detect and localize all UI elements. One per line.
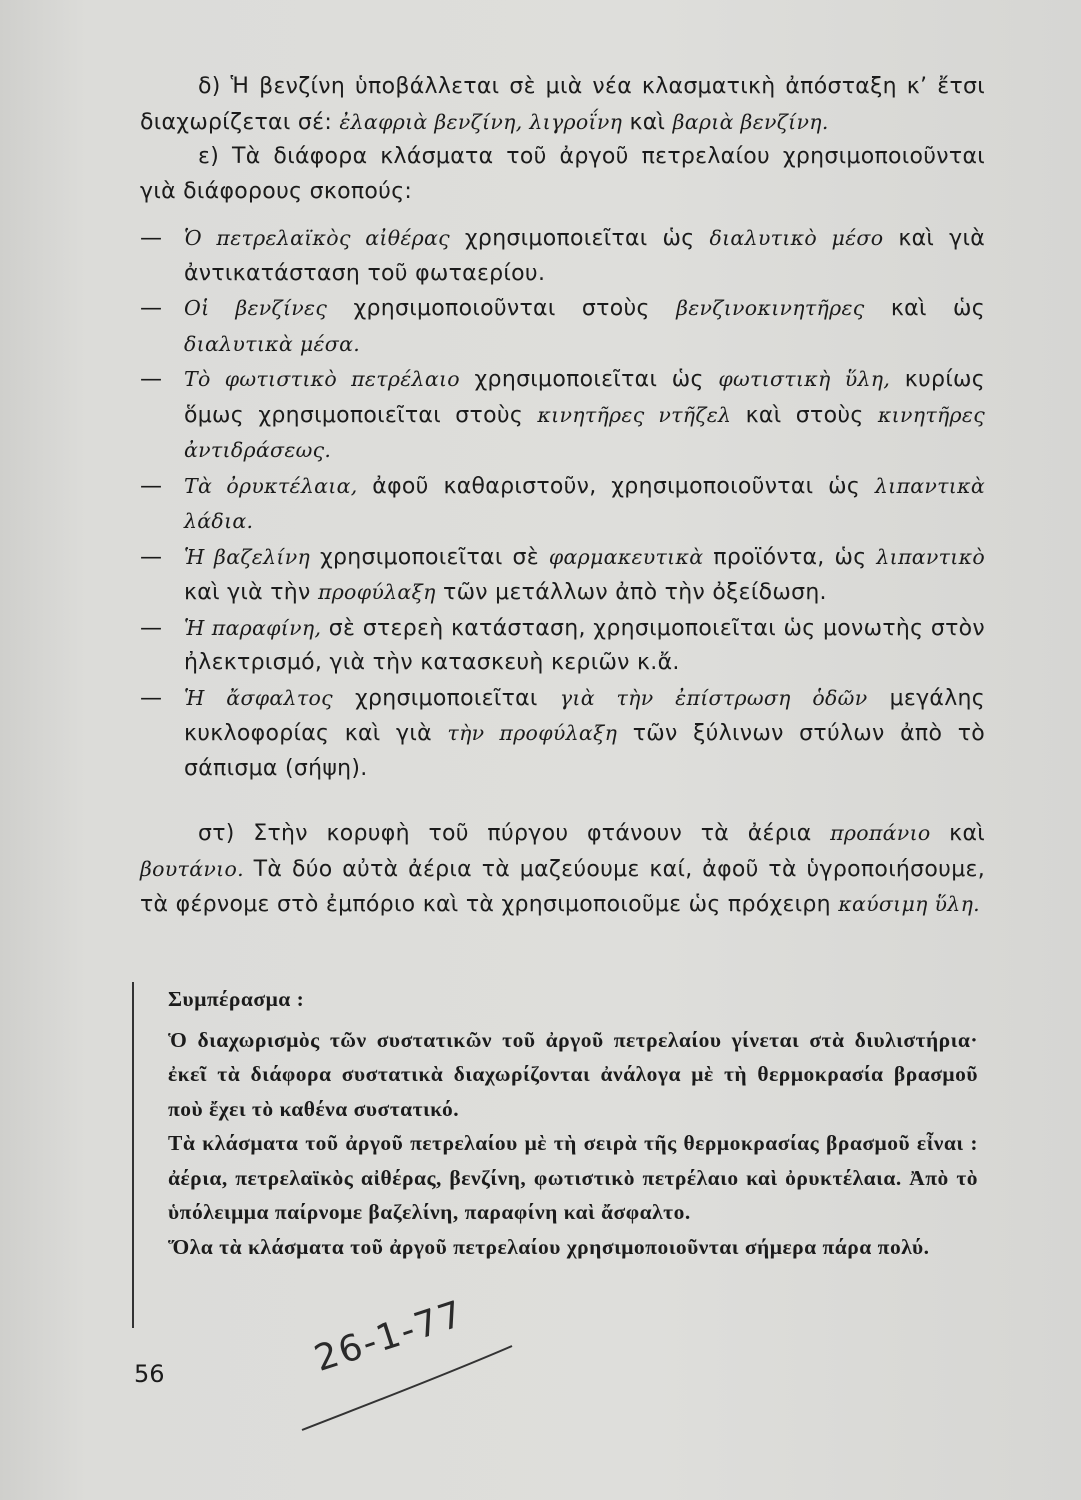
conclusion-paragraph: Ὅλα τὰ κλάσματα τοῦ ἀργοῦ πετρελαίου χρησιμοποιοῦνται σήμερα πάρα πολύ. bbox=[168, 1234, 930, 1259]
conclusion-paragraph: Ὁ διαχωρισμὸς τῶν συστατικῶν τοῦ ἀργοῦ πετρελαίου γίνεται στὰ διυλιστήρια· ἐκεῖ τὰ διάφορα συστατικὰ διαχωρίζονται ἀνάλογα μὲ τὴ θερμοκρασία βρασμοῦ ποὺ ἔχει τὸ καθένα συστατικό. bbox=[168, 1027, 978, 1121]
handwritten-date-text: 26-1-77 bbox=[309, 1293, 470, 1380]
list-item: — Ἡ ἄσφαλτος χρησιμοποιεῖται γιὰ τὴν ἐπίστρωση ὁδῶν μεγάλης κυκλοφορίας καὶ γιὰ τὴν προφύλαξη τῶν ξύλινων στύλων ἀπὸ τὸ σάπισμα (σήψη). bbox=[140, 685, 986, 781]
paragraph-d: δ) Ἡ βενζίνη ὑποβάλλεται σὲ μιὰ νέα κλασματικὴ ἀπόσταξη κ’ ἔτσι διαχωρίζεται σέ: ἐλαφριὰ βενζίνη, λιγροΐνη καὶ βαριὰ βενζίνη. bbox=[140, 74, 985, 135]
list-item: — Ὁ πετρελαϊκὸς αἰθέρας χρησιμοποιεῖται ὡς διαλυτικὸ μέσο καὶ γιὰ ἀντικατάσταση τοῦ φωταερίου. bbox=[140, 226, 985, 286]
page-number: 56 bbox=[134, 1360, 165, 1388]
list-item: — Οἱ βενζίνες χρησιμοποιοῦνται στοὺς βενζινοκινητῆρες καὶ ὡς διαλυτικὰ μέσα. bbox=[140, 296, 985, 356]
list-item: — Τὸ φωτιστικὸ πετρέλαιο χρησιμοποιεῖται ὡς φωτιστικὴ ὕλη, κυρίως ὅμως χρησιμοποιεῖται στοὺς κινητῆρες ντῆζελ καὶ στοὺς κινητῆρες ἀντιδράσεως. bbox=[140, 367, 985, 462]
uses-list bbox=[140, 221, 985, 786]
list-item: — Ἡ βαζελίνη χρησιμοποιεῖται σὲ φαρμακευτικὰ προϊόντα, ὡς λιπαντικὸ καὶ γιὰ τὴν προφύλαξη τῶν μετάλλων ἀπὸ τὴν ὀξείδωση. bbox=[140, 544, 986, 605]
paragraph-e: ε) Τὰ διάφορα κλάσματα τοῦ ἀργοῦ πετρελαίου χρησιμοποιοῦνται γιὰ διάφορους σκοπούς: bbox=[140, 144, 985, 204]
conclusion-box bbox=[132, 982, 978, 1328]
list-item: — Ἡ παραφίνη, σὲ στερεὴ κατάσταση, χρησιμοποιεῖται ὡς μονωτὴς στὸν ἠλεκτρισμό, γιὰ τὴν κατασκευὴ κεριῶν κ.ἄ. bbox=[140, 615, 985, 675]
handwritten-date bbox=[298, 1293, 538, 1440]
body-text bbox=[140, 70, 985, 923]
conclusion-heading: Συμπέρασμα : bbox=[168, 987, 305, 1011]
paragraph-st: στ) Στὴν κορυφὴ τοῦ πύργου φτάνουν τὰ ἀέρια προπάνιο καὶ βουτάνιο. Τὰ δύο αὐτὰ ἀέρια τὰ μαζεύουμε καί, ἀφοῦ τὰ ὑγροποιήσουμε, τὰ φέρνομε στὸ ἐμπόριο καὶ τὰ χρησιμοποιοῦμε ὡς πρόχειρη καύσιμη ὕλη. bbox=[140, 821, 985, 917]
list-item: — Τὰ ὀρυκτέλαια, ἀφοῦ καθαριστοῦν, χρησιμοποιοῦνται ὡς λιπαντικὰ λάδια. bbox=[140, 473, 985, 533]
conclusion-paragraph: Τὰ κλάσματα τοῦ ἀργοῦ πετρελαίου μὲ τὴ σειρὰ τῆς θερμοκρασίας βρασμοῦ εἶναι : ἀέρια, πετρελαϊκὸς αἰθέρας, βενζίνη, φωτιστικὸ πετρέλαιο καὶ ὀρυκτέλαια. Ἀπὸ τὸ ὑπόλειμμα παίρνομε βαζελίνη, παραφίνη καὶ ἄσφαλτο. bbox=[168, 1131, 978, 1224]
